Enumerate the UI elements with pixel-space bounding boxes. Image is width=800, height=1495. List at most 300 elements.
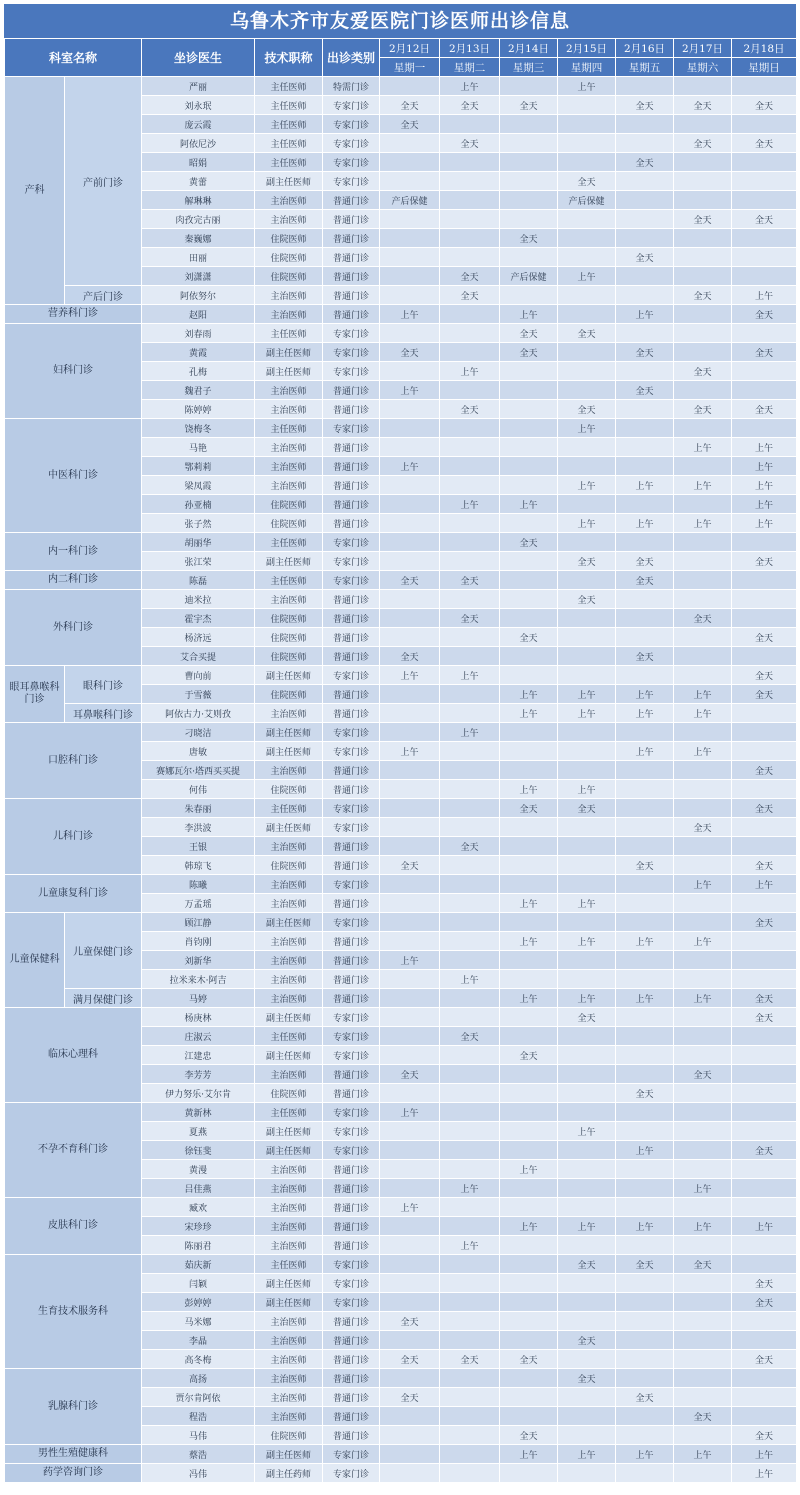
dept-name: 皮肤科门诊 (5, 1198, 142, 1255)
schedule-cell (732, 590, 797, 609)
clinic-type: 专家门诊 (323, 96, 380, 115)
clinic-type: 专家门诊 (323, 799, 380, 818)
schedule-cell (380, 1122, 440, 1141)
schedule-cell: 上午 (616, 476, 674, 495)
schedule-cell (732, 932, 797, 951)
schedule-cell: 全天 (500, 1350, 558, 1369)
doctor-name: 吕佳燕 (142, 1179, 255, 1198)
doctor-name: 江建忠 (142, 1046, 255, 1065)
schedule-cell (500, 1084, 558, 1103)
schedule-cell (440, 229, 500, 248)
doctor-position: 住院医师 (255, 1426, 323, 1445)
schedule-cell (500, 970, 558, 989)
schedule-cell (558, 609, 616, 628)
schedule-cell: 全天 (500, 229, 558, 248)
schedule-cell: 产后保健 (380, 191, 440, 210)
schedule-cell: 全天 (732, 685, 797, 704)
schedule-cell (500, 1274, 558, 1293)
doctor-position: 住院医师 (255, 647, 323, 666)
schedule-cell: 全天 (380, 1350, 440, 1369)
schedule-cell (674, 1369, 732, 1388)
table-row (5, 286, 797, 305)
schedule-cell (616, 913, 674, 932)
schedule-cell: 全天 (732, 305, 797, 324)
doctor-name: 黄蕾 (142, 172, 255, 191)
schedule-cell (500, 875, 558, 894)
schedule-cell (500, 1179, 558, 1198)
doctor-name: 阿依古力·艾则孜 (142, 704, 255, 723)
schedule-cell (500, 514, 558, 533)
schedule-cell: 全天 (558, 1331, 616, 1350)
doctor-position: 主治医师 (255, 951, 323, 970)
schedule-cell (440, 172, 500, 191)
schedule-cell (558, 1160, 616, 1179)
doctor-position: 副主任医师 (255, 666, 323, 685)
schedule-cell (732, 818, 797, 837)
doctor-name: 阿依尼沙 (142, 134, 255, 153)
dept-name: 生育技术服务科 (5, 1255, 142, 1369)
schedule-cell (674, 970, 732, 989)
schedule-cell (500, 571, 558, 590)
schedule-cell: 上午 (616, 514, 674, 533)
doctor-position: 住院医师 (255, 628, 323, 647)
schedule-cell: 上午 (732, 495, 797, 514)
doctor-name: 梁凤霞 (142, 476, 255, 495)
table-row (5, 305, 797, 324)
table-row (5, 989, 797, 1008)
schedule-cell (558, 1179, 616, 1198)
schedule-cell (674, 1027, 732, 1046)
schedule-cell (558, 229, 616, 248)
schedule-cell: 上午 (732, 457, 797, 476)
schedule-cell: 全天 (732, 96, 797, 115)
clinic-type: 普通门诊 (323, 989, 380, 1008)
schedule-cell (500, 286, 558, 305)
schedule-cell: 上午 (380, 666, 440, 685)
clinic-type: 普通门诊 (323, 267, 380, 286)
clinic-type: 专家门诊 (323, 1293, 380, 1312)
schedule-cell (616, 951, 674, 970)
schedule-cell (380, 495, 440, 514)
clinic-type: 普通门诊 (323, 514, 380, 533)
doctor-position: 主治医师 (255, 305, 323, 324)
doctor-name: 闫颖 (142, 1274, 255, 1293)
schedule-cell: 全天 (732, 1293, 797, 1312)
table-row (5, 913, 797, 932)
schedule-cell (380, 818, 440, 837)
schedule-cell (674, 115, 732, 134)
schedule-cell (674, 913, 732, 932)
doctor-name: 何伟 (142, 780, 255, 799)
schedule-cell (732, 571, 797, 590)
doctor-position: 主任医师 (255, 324, 323, 343)
schedule-cell: 全天 (380, 96, 440, 115)
doctor-name: 高冬梅 (142, 1350, 255, 1369)
doctor-name: 昭娟 (142, 153, 255, 172)
header-date: 2月14日 (500, 39, 558, 58)
doctor-name: 贾尔肯阿依 (142, 1388, 255, 1407)
doctor-name: 夏燕 (142, 1122, 255, 1141)
header-position: 技术职称 (255, 39, 323, 77)
dept-name: 临床心理科 (5, 1008, 142, 1103)
schedule-cell (558, 1103, 616, 1122)
doctor-name: 刘潇潇 (142, 267, 255, 286)
doctor-name: 徐钰斐 (142, 1141, 255, 1160)
clinic-type: 普通门诊 (323, 951, 380, 970)
schedule-cell (440, 514, 500, 533)
doctor-position: 住院医师 (255, 780, 323, 799)
doctor-position: 主治医师 (255, 704, 323, 723)
doctor-position: 副主任医师 (255, 552, 323, 571)
schedule-cell (380, 1084, 440, 1103)
clinic-type: 专家门诊 (323, 571, 380, 590)
schedule-cell: 上午 (674, 1179, 732, 1198)
doctor-position: 主治医师 (255, 590, 323, 609)
schedule-cell (380, 514, 440, 533)
schedule-cell (558, 1027, 616, 1046)
schedule-cell (674, 1198, 732, 1217)
clinic-type: 普通门诊 (323, 590, 380, 609)
schedule-cell (380, 1217, 440, 1236)
table-row (5, 1198, 797, 1217)
schedule-cell (732, 970, 797, 989)
doctor-position: 主治医师 (255, 438, 323, 457)
schedule-cell: 全天 (500, 343, 558, 362)
schedule-cell: 上午 (558, 514, 616, 533)
schedule-cell (616, 1179, 674, 1198)
schedule-cell: 上午 (616, 1217, 674, 1236)
schedule-cell: 全天 (380, 1388, 440, 1407)
schedule-cell: 全天 (500, 1426, 558, 1445)
schedule-cell: 全天 (674, 362, 732, 381)
schedule-cell: 上午 (500, 1217, 558, 1236)
schedule-cell (674, 799, 732, 818)
schedule-cell (500, 1369, 558, 1388)
table-row (5, 666, 797, 685)
clinic-type: 普通门诊 (323, 286, 380, 305)
schedule-cell: 全天 (380, 115, 440, 134)
schedule-cell (674, 1084, 732, 1103)
doctor-position: 主治医师 (255, 1236, 323, 1255)
schedule-cell (440, 1255, 500, 1274)
schedule-cell (380, 286, 440, 305)
schedule-cell (558, 666, 616, 685)
schedule-cell (674, 1046, 732, 1065)
schedule-cell (558, 457, 616, 476)
subdept-name: 耳鼻喉科门诊 (65, 704, 142, 723)
schedule-cell (558, 115, 616, 134)
schedule-cell (380, 324, 440, 343)
schedule-cell: 全天 (732, 1141, 797, 1160)
schedule-cell (732, 647, 797, 666)
schedule-cell (674, 248, 732, 267)
schedule-cell (732, 1255, 797, 1274)
schedule-cell (616, 666, 674, 685)
schedule-cell: 全天 (616, 343, 674, 362)
schedule-cell (380, 438, 440, 457)
clinic-type: 普通门诊 (323, 400, 380, 419)
schedule-cell (616, 400, 674, 419)
schedule-cell: 上午 (440, 1236, 500, 1255)
schedule-cell (616, 1426, 674, 1445)
schedule-cell (440, 1388, 500, 1407)
schedule-cell (440, 153, 500, 172)
schedule-cell (616, 1027, 674, 1046)
schedule-cell (616, 799, 674, 818)
schedule-cell: 上午 (440, 723, 500, 742)
schedule-cell (500, 1141, 558, 1160)
schedule-cell (616, 590, 674, 609)
schedule-cell (616, 723, 674, 742)
schedule-cell: 全天 (440, 571, 500, 590)
schedule-cell: 上午 (674, 742, 732, 761)
schedule-cell: 上午 (616, 1445, 674, 1464)
schedule-cell (732, 1179, 797, 1198)
schedule-cell (558, 1084, 616, 1103)
schedule-cell (380, 1464, 440, 1483)
doctor-position: 主任医师 (255, 419, 323, 438)
schedule-cell (440, 780, 500, 799)
table-row (5, 1103, 797, 1122)
schedule-cell (500, 1008, 558, 1027)
schedule-cell (500, 77, 558, 96)
schedule-cell (558, 96, 616, 115)
schedule-cell (674, 837, 732, 856)
schedule-cell (380, 761, 440, 780)
schedule-cell (558, 495, 616, 514)
subdept-name: 产前门诊 (65, 77, 142, 286)
schedule-cell: 全天 (440, 837, 500, 856)
schedule-cell (500, 1027, 558, 1046)
schedule-cell: 全天 (732, 1350, 797, 1369)
header-row-dates (5, 39, 797, 58)
schedule-cell (616, 457, 674, 476)
clinic-type: 普通门诊 (323, 438, 380, 457)
schedule-cell (558, 723, 616, 742)
doctor-name: 刘永珉 (142, 96, 255, 115)
schedule-cell (440, 1217, 500, 1236)
doctor-name: 艾合买提 (142, 647, 255, 666)
header-weekday: 星期四 (558, 58, 616, 77)
schedule-cell (558, 248, 616, 267)
schedule-cell: 全天 (380, 343, 440, 362)
schedule-cell (732, 77, 797, 96)
doctor-name: 赵阳 (142, 305, 255, 324)
schedule-cell: 上午 (440, 666, 500, 685)
doctor-name: 伊力努乐·艾尔肯 (142, 1084, 255, 1103)
table-row (5, 571, 797, 590)
doctor-name: 顾江静 (142, 913, 255, 932)
schedule-cell (380, 837, 440, 856)
schedule-cell (616, 533, 674, 552)
doctor-position: 主治医师 (255, 286, 323, 305)
table-row (5, 704, 797, 723)
schedule-cell (500, 1122, 558, 1141)
doctor-name: 肖钧刚 (142, 932, 255, 951)
schedule-cell (616, 1407, 674, 1426)
schedule-cell (380, 704, 440, 723)
schedule-cell: 全天 (380, 856, 440, 875)
clinic-type: 专家门诊 (323, 172, 380, 191)
doctor-position: 住院医师 (255, 229, 323, 248)
doctor-name: 饶梅冬 (142, 419, 255, 438)
table-row (5, 533, 797, 552)
schedule-cell (674, 1236, 732, 1255)
clinic-type: 普通门诊 (323, 1179, 380, 1198)
header-weekday: 星期六 (674, 58, 732, 77)
schedule-cell (440, 1008, 500, 1027)
clinic-type: 专家门诊 (323, 419, 380, 438)
schedule-cell (380, 590, 440, 609)
schedule-cell (732, 1198, 797, 1217)
schedule-cell: 上午 (674, 932, 732, 951)
doctor-position: 主治医师 (255, 476, 323, 495)
schedule-cell (732, 419, 797, 438)
schedule-cell (380, 400, 440, 419)
schedule-cell: 全天 (616, 248, 674, 267)
schedule-cell (500, 210, 558, 229)
header-doctor: 坐诊医生 (142, 39, 255, 77)
clinic-type: 专家门诊 (323, 115, 380, 134)
schedule-cell: 上午 (558, 1445, 616, 1464)
doctor-name: 刘新华 (142, 951, 255, 970)
clinic-type: 普通门诊 (323, 495, 380, 514)
schedule-cell (558, 970, 616, 989)
schedule-cell (616, 495, 674, 514)
schedule-cell: 全天 (440, 400, 500, 419)
schedule-cell (380, 1141, 440, 1160)
schedule-cell (674, 1103, 732, 1122)
doctor-name: 高扬 (142, 1369, 255, 1388)
header-date: 2月18日 (732, 39, 797, 58)
schedule-cell (674, 533, 732, 552)
schedule-cell (732, 1236, 797, 1255)
schedule-cell (500, 419, 558, 438)
schedule-cell (440, 704, 500, 723)
schedule-cell (616, 172, 674, 191)
schedule-cell (380, 723, 440, 742)
header-weekday: 星期五 (616, 58, 674, 77)
doctor-name: 茹庆新 (142, 1255, 255, 1274)
schedule-cell: 全天 (616, 552, 674, 571)
schedule-cell: 上午 (616, 305, 674, 324)
clinic-type: 专家门诊 (323, 1046, 380, 1065)
clinic-type: 专家门诊 (323, 1103, 380, 1122)
doctor-name: 解琳琳 (142, 191, 255, 210)
schedule-cell (732, 1388, 797, 1407)
clinic-type: 专家门诊 (323, 913, 380, 932)
schedule-cell: 上午 (440, 1179, 500, 1198)
schedule-cell (440, 419, 500, 438)
schedule-cell (558, 837, 616, 856)
doctor-name: 黄霞 (142, 343, 255, 362)
schedule-cell (616, 1236, 674, 1255)
schedule-cell (380, 1274, 440, 1293)
schedule-cell (558, 1198, 616, 1217)
table-row (5, 590, 797, 609)
schedule-cell (380, 134, 440, 153)
schedule-cell (616, 324, 674, 343)
schedule-cell: 全天 (732, 552, 797, 571)
schedule-cell (674, 1122, 732, 1141)
schedule-cell (500, 400, 558, 419)
schedule-cell (440, 1312, 500, 1331)
clinic-type: 专家门诊 (323, 1445, 380, 1464)
subdept-name: 儿童保健门诊 (65, 913, 142, 989)
schedule-cell (558, 1046, 616, 1065)
table-row (5, 799, 797, 818)
schedule-cell: 全天 (558, 1369, 616, 1388)
schedule-cell (674, 1312, 732, 1331)
schedule-cell (500, 609, 558, 628)
schedule-cell (616, 115, 674, 134)
doctor-name: 韩琼飞 (142, 856, 255, 875)
doctor-position: 主任医师 (255, 96, 323, 115)
schedule-cell: 全天 (616, 153, 674, 172)
schedule-cell: 上午 (500, 704, 558, 723)
table-row (5, 77, 797, 96)
doctor-name: 阿依努尔 (142, 286, 255, 305)
schedule-cell: 上午 (616, 932, 674, 951)
schedule-cell (440, 590, 500, 609)
clinic-type: 专家门诊 (323, 533, 380, 552)
schedule-cell: 上午 (674, 514, 732, 533)
schedule-cell (440, 191, 500, 210)
schedule-cell (500, 1198, 558, 1217)
schedule-cell (380, 780, 440, 799)
header-weekday: 星期日 (732, 58, 797, 77)
schedule-cell: 全天 (732, 989, 797, 1008)
schedule-cell: 上午 (616, 989, 674, 1008)
schedule-cell: 上午 (500, 780, 558, 799)
schedule-cell: 上午 (500, 932, 558, 951)
schedule-cell (616, 1103, 674, 1122)
doctor-position: 主治医师 (255, 1388, 323, 1407)
clinic-type: 普通门诊 (323, 1426, 380, 1445)
schedule-cell: 全天 (732, 856, 797, 875)
clinic-type: 专家门诊 (323, 1255, 380, 1274)
doctor-name: 张江荣 (142, 552, 255, 571)
schedule-cell (380, 1331, 440, 1350)
doctor-position: 主任医师 (255, 571, 323, 590)
schedule-cell (558, 533, 616, 552)
doctor-position: 主治医师 (255, 191, 323, 210)
schedule-cell: 上午 (500, 894, 558, 913)
schedule-cell (732, 723, 797, 742)
schedule-cell (558, 1426, 616, 1445)
schedule-cell: 全天 (558, 400, 616, 419)
schedule-cell (558, 571, 616, 590)
schedule-cell (500, 1464, 558, 1483)
schedule-cell (558, 913, 616, 932)
doctor-name: 王银 (142, 837, 255, 856)
schedule-table-wrap (4, 38, 796, 1483)
schedule-cell (500, 1312, 558, 1331)
doctor-name: 李芳芳 (142, 1065, 255, 1084)
doctor-name: 陈婷婷 (142, 400, 255, 419)
schedule-cell (500, 951, 558, 970)
schedule-cell (500, 362, 558, 381)
clinic-type: 普通门诊 (323, 1388, 380, 1407)
schedule-cell (558, 1464, 616, 1483)
schedule-cell: 全天 (732, 210, 797, 229)
clinic-type: 专家门诊 (323, 324, 380, 343)
schedule-cell: 产后保健 (500, 267, 558, 286)
schedule-cell (440, 476, 500, 495)
schedule-cell (500, 742, 558, 761)
schedule-cell: 全天 (440, 134, 500, 153)
doctor-position: 主任医师 (255, 1255, 323, 1274)
